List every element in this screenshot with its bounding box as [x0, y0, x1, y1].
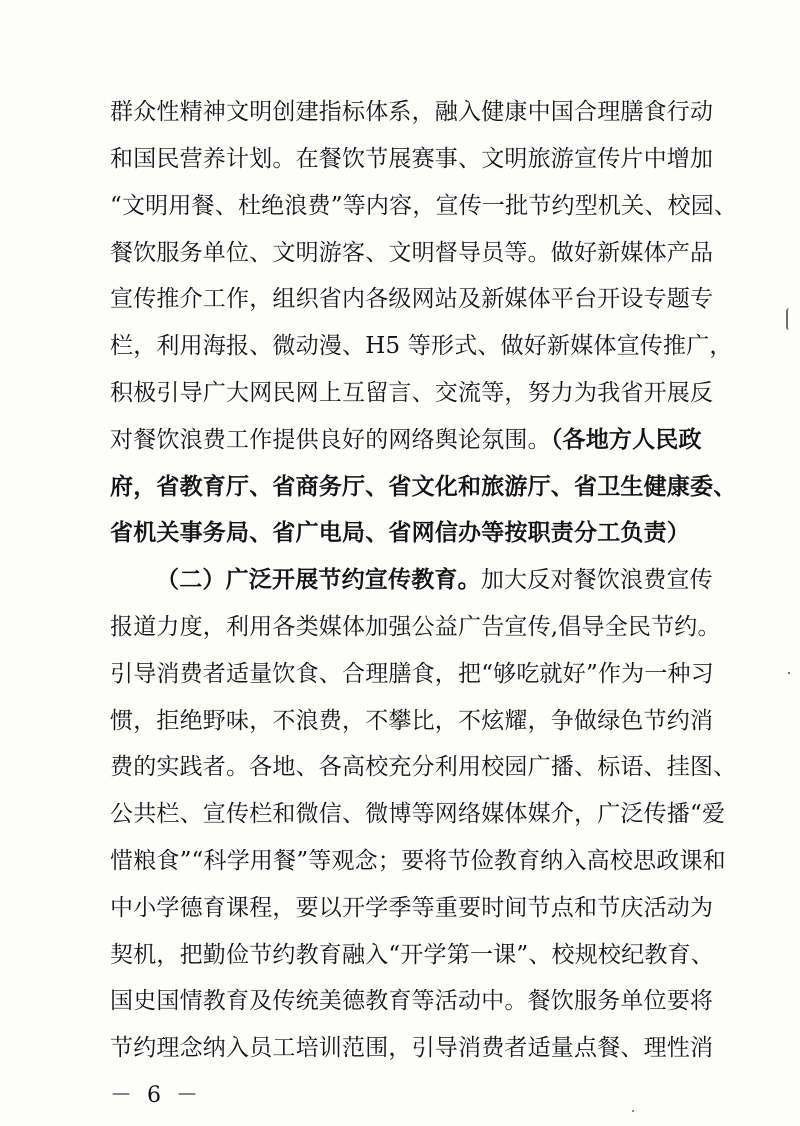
- scan-artifact: [786, 308, 791, 330]
- text-line: “文明用餐、杜绝浪费”等内容，宣传一批节约型机关、校园、: [110, 193, 738, 219]
- text-line: 费的实践者。各地、各高校充分利用校园广播、标语、挂图、: [110, 754, 737, 780]
- text-line: 餐饮服务单位、文明游客、文明督导员等。做好新媒体产品: [110, 240, 714, 266]
- text-line: 和国民营养计划。在餐饮节展赛事、文明旅游宣传片中增加: [110, 146, 714, 172]
- text-segment: 加大反对餐饮浪费宣传: [480, 567, 713, 593]
- section-heading-line: [156, 565, 713, 595]
- text-line: 惯，拒绝野味，不浪费，不攀比，不炫耀，争做绿色节约消: [110, 708, 714, 734]
- text-line: 积极引导广大网民网上互留言、交流等，努力为我省开展反: [110, 380, 714, 406]
- responsibility-note-start: （各地方人民政: [550, 426, 702, 453]
- scan-artifact: [788, 672, 790, 674]
- text-line: [110, 425, 702, 455]
- text-line: 公共栏、宣传栏和微信、微博等网络媒体媒介，广泛传播“爱: [110, 801, 726, 827]
- text-line: 报道力度，利用各类媒体加强公益广告宣传,倡导全民节约。: [110, 614, 721, 640]
- text-line: 宣传推介工作，组织省内各级网站及新媒体平台开设专题专: [110, 286, 714, 312]
- text-line: 国史国情教育及传统美德教育等活动中。餐饮服务单位要将: [110, 988, 714, 1014]
- text-line: 节约理念纳入员工培训范围，引导消费者适量点餐、理性消: [110, 1035, 714, 1061]
- text-line: 群众性精神文明创建指标体系，融入健康中国合理膳食行动: [110, 99, 714, 125]
- text-line: 惜粮食”“科学用餐”等观念；要将节俭教育纳入高校思政课和: [110, 848, 726, 874]
- text-line: 契机，把勤俭节约教育融入“开学第一课”、校规校纪教育、: [110, 942, 714, 968]
- text-line: 栏，利用海报、微动漫、H5 等形式、做好新媒体宣传推广，: [110, 333, 733, 359]
- text-segment: 对餐饮浪费工作提供良好的网络舆论氛围。: [110, 427, 551, 453]
- page-number: － 6 －: [110, 1083, 202, 1108]
- responsibility-note: 府，省教育厅、省商务厅、省文化和旅游厅、省卫生健康委、: [110, 473, 737, 500]
- responsibility-note: 省机关事务局、省广电局、省网信办等按职责分工负责）: [110, 519, 690, 546]
- scan-artifact: [632, 1110, 634, 1112]
- section-heading: （二）广泛开展节约宣传教育。: [156, 566, 481, 593]
- text-line: 中小学德育课程，要以开学季等重要时间节点和节庆活动为: [110, 895, 714, 921]
- text-line: 引导消费者适量饮食、合理膳食，把“够吃就好”作为一种习: [110, 661, 714, 687]
